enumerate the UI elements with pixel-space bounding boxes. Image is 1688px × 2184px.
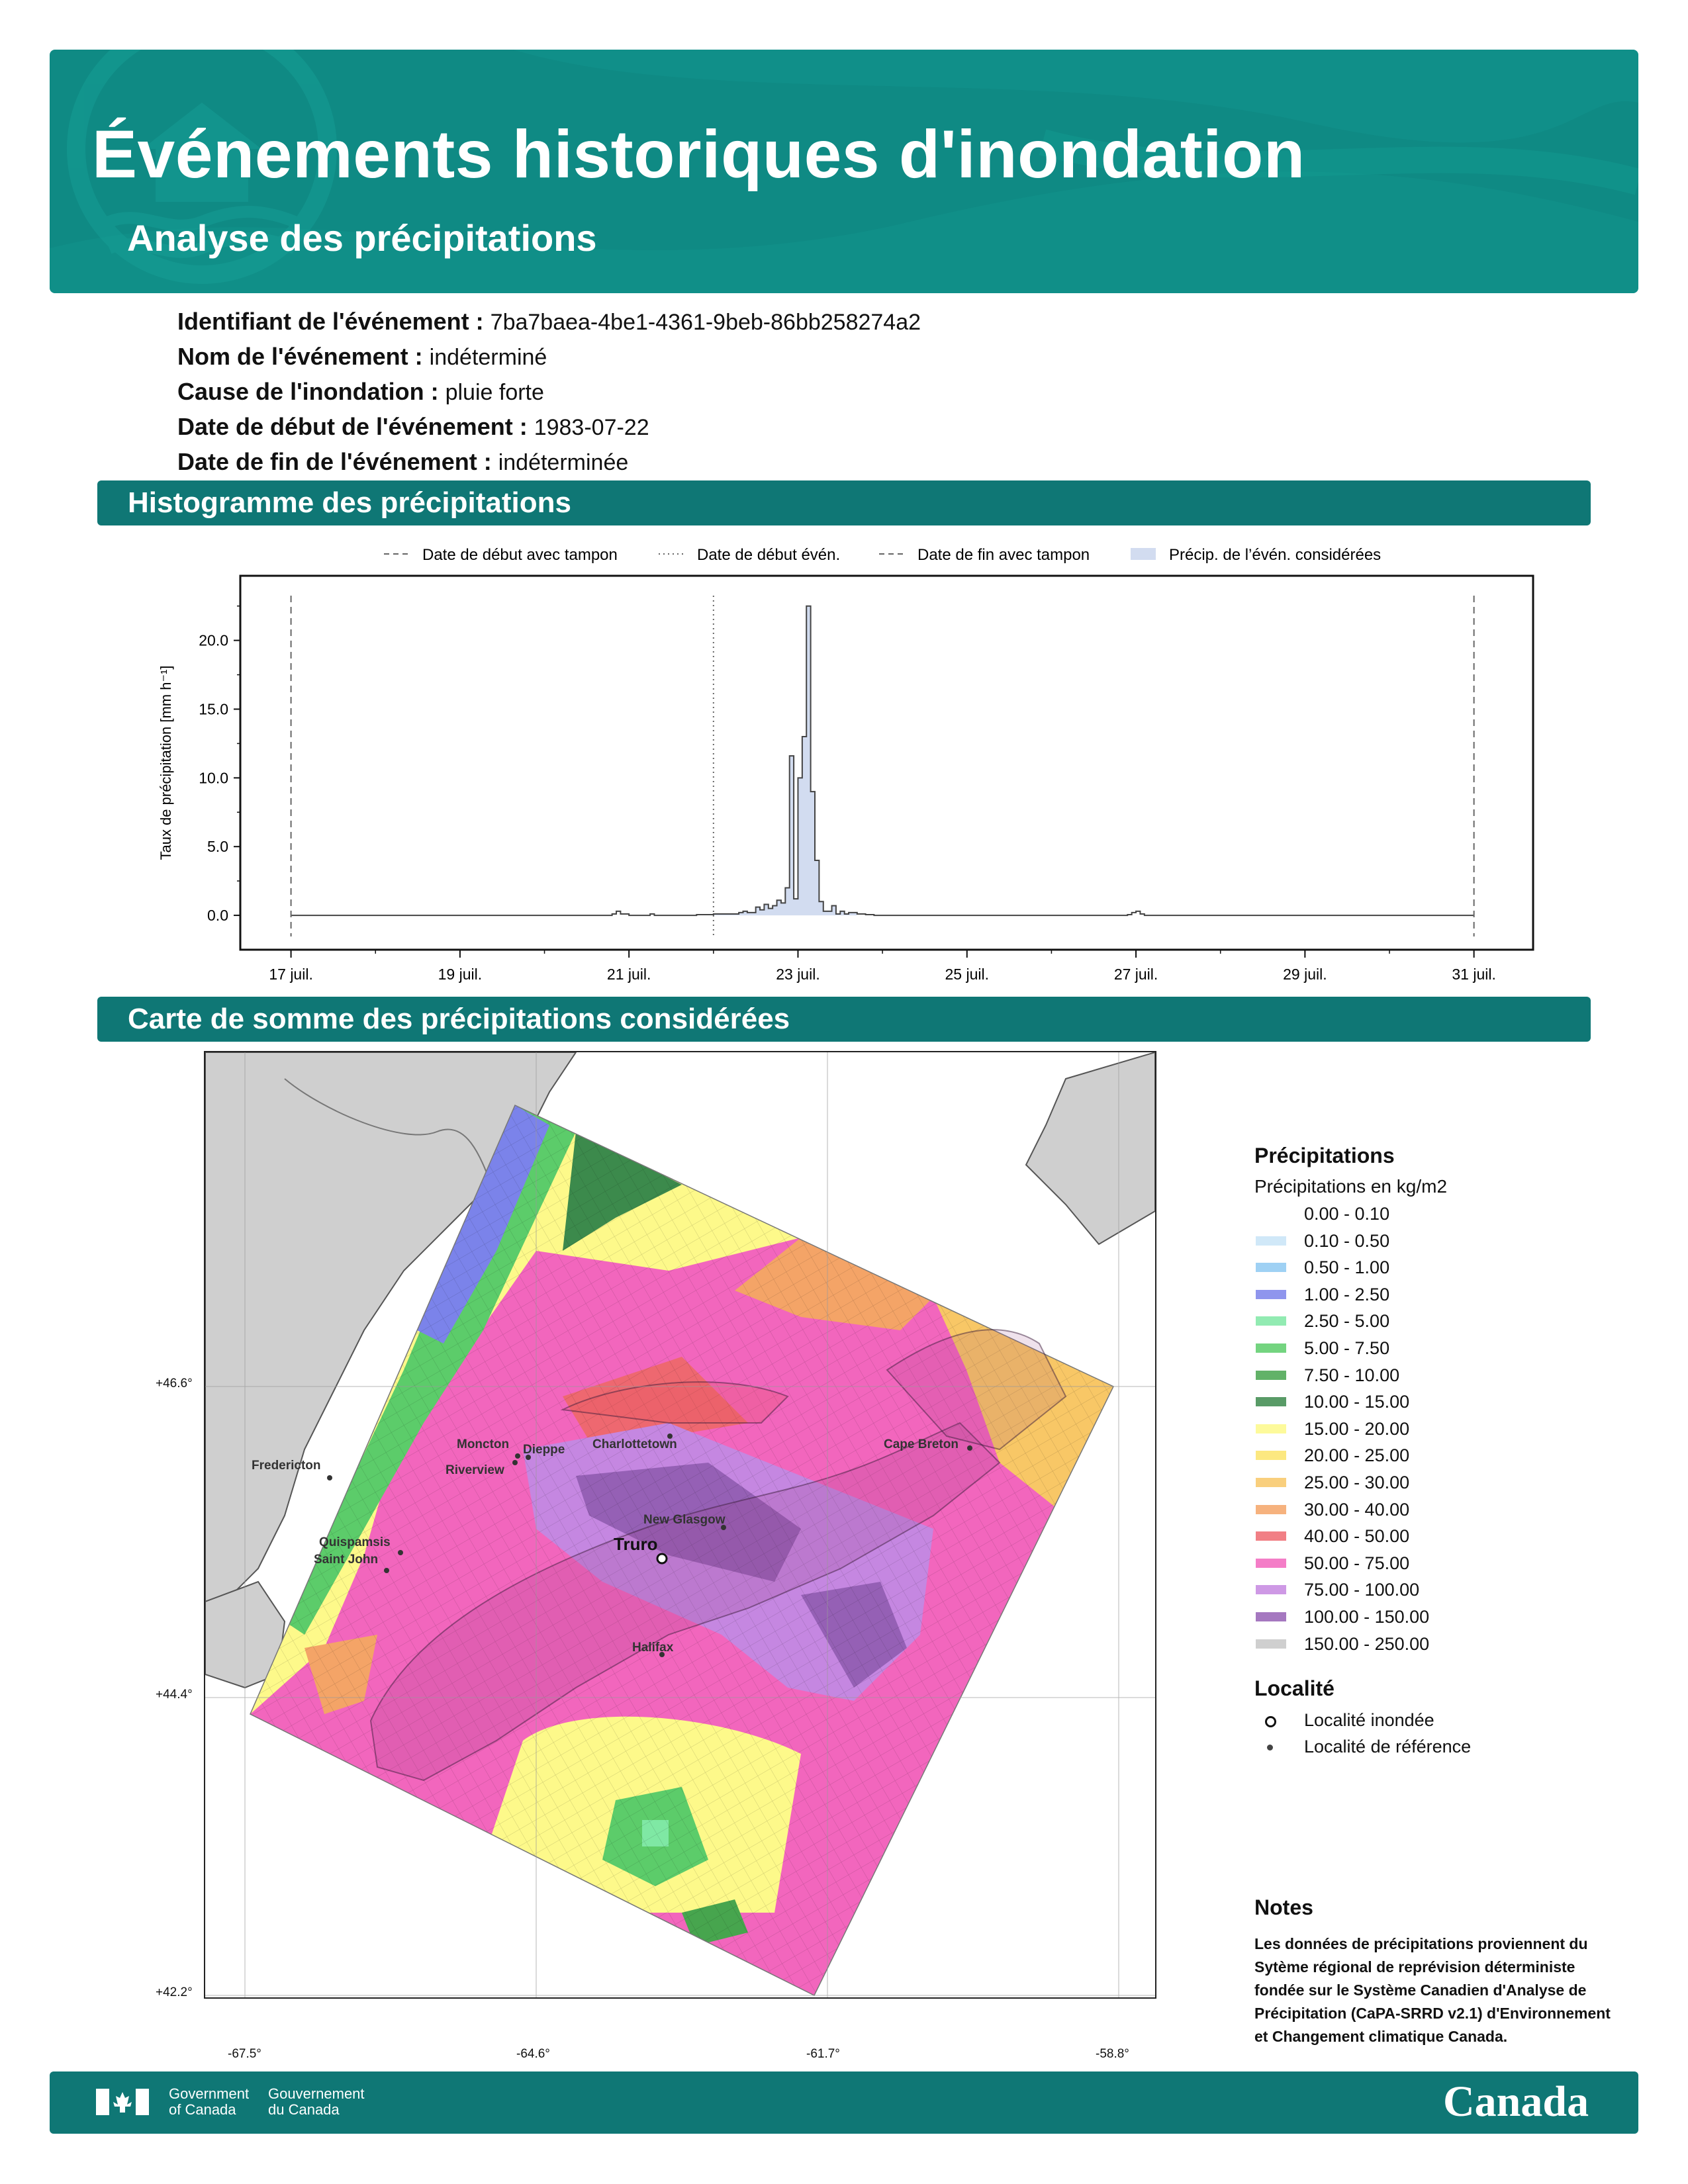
canada-wordmark: Canada — [1443, 2077, 1589, 2126]
event-id-label: Identifiant de l'événement : — [177, 308, 484, 335]
legend-swatch — [1256, 1236, 1286, 1246]
marker-saint-john — [384, 1568, 389, 1573]
event-start-label: Date de début de l'événement : — [177, 413, 528, 440]
label-saint-john: Saint John — [314, 1553, 379, 1567]
legend-item — [1254, 1445, 1625, 1473]
legend-label: 20.00 - 25.00 — [1304, 1445, 1410, 1466]
legend-label: 30.00 - 40.00 — [1304, 1499, 1410, 1520]
label-dieppe: Dieppe — [523, 1443, 565, 1457]
lon-label-4: -58.8° — [1096, 2047, 1129, 2061]
legend-label: 0.50 - 1.00 — [1304, 1257, 1390, 1278]
legend-label: 25.00 - 30.00 — [1304, 1472, 1410, 1492]
gov-fr — [268, 2086, 365, 2118]
legend-item — [1254, 1580, 1625, 1607]
x-tick-label: 21 juil. — [606, 966, 651, 983]
legend-subtitle: Précipitations en kg/m2 — [1254, 1176, 1448, 1197]
y-tick-label: 10.0 — [199, 769, 228, 787]
label-cape-breton: Cape Breton — [884, 1437, 959, 1451]
event-end-row — [177, 445, 921, 480]
legend-swatch — [1256, 1424, 1286, 1433]
x-tick-label: 25 juil. — [945, 966, 990, 983]
event-name-value: indéterminé — [429, 345, 547, 370]
legend-items — [1254, 1204, 1625, 1661]
plot-frame — [240, 576, 1533, 950]
marker-riverview — [512, 1460, 518, 1465]
legend-swatch — [1256, 1612, 1286, 1621]
legend-label: 50.00 - 75.00 — [1304, 1553, 1410, 1573]
legend-swatch — [1256, 1478, 1286, 1487]
legend-label: 2.50 - 5.00 — [1304, 1311, 1390, 1332]
gov-en — [169, 2086, 249, 2118]
legend-buffer-end-label: Date de fin avec tampon — [917, 546, 1090, 564]
x-tick-label: 27 juil. — [1113, 966, 1158, 983]
y-tick-label: 20.0 — [199, 631, 228, 649]
lat-label-2: +44.4° — [156, 1688, 193, 1702]
legend-buffer-start-label: Date de début avec tampon — [422, 546, 618, 564]
page-header — [50, 50, 1638, 293]
canada-flag-icon — [96, 2089, 149, 2115]
legend-item — [1254, 1257, 1625, 1285]
legend-swatch — [1256, 1531, 1286, 1541]
legend-item — [1254, 1204, 1625, 1231]
y-tick-label: 15.0 — [199, 700, 228, 718]
x-tick-label: 23 juil. — [776, 966, 820, 983]
legend-label: 15.00 - 20.00 — [1304, 1418, 1410, 1439]
marker-cape-breton — [967, 1445, 972, 1451]
legend-swatch — [1256, 1209, 1286, 1218]
event-start-row — [177, 410, 921, 445]
event-name-label: Nom de l'événement : — [177, 343, 423, 370]
legend-label: 75.00 - 100.00 — [1304, 1580, 1420, 1600]
lat-label-3: +42.2° — [156, 1985, 193, 1999]
legend-title: Précipitations — [1254, 1144, 1395, 1167]
histogram-section-header — [97, 480, 1591, 525]
legend-reference-label: Localité de référence — [1304, 1737, 1472, 1757]
map-section-header — [97, 997, 1591, 1042]
legend-item — [1254, 1392, 1625, 1419]
page-title: Événements historiques d'inondation — [92, 116, 1305, 192]
page-footer — [50, 2071, 1638, 2134]
event-cause-row — [177, 375, 921, 410]
lon-label-1: -67.5° — [228, 2047, 261, 2061]
label-quispamsis: Quispamsis — [319, 1535, 391, 1549]
legend-label: 0.00 - 0.10 — [1304, 1204, 1390, 1224]
page-subtitle: Analyse des précipitations — [127, 217, 597, 259]
marker-moncton — [515, 1453, 520, 1459]
y-tick-label: 0.0 — [207, 907, 228, 925]
x-tick-label: 31 juil. — [1452, 966, 1496, 983]
notes-panel — [1254, 1896, 1625, 2095]
legend-item — [1254, 1473, 1625, 1500]
legend-swatch — [1256, 1263, 1286, 1272]
legend-label: 100.00 - 150.00 — [1304, 1606, 1430, 1627]
legend-item — [1254, 1553, 1625, 1580]
legend-label: 1.00 - 2.50 — [1304, 1284, 1390, 1304]
notes-text: Les données de précipitations proviennent du Sytème régional de reprévision déterministe fondée sur le Système Canadien d'Analyse de Précipitation (CaPA-SRRD v2.1) d'Environnement et Changement climatique Canada. — [1254, 1935, 1611, 2045]
reference-marker-icon — [1267, 1745, 1273, 1751]
event-end-value: indéterminée — [498, 450, 629, 475]
legend-item — [1254, 1419, 1625, 1446]
legend-item — [1254, 1231, 1625, 1258]
legend-item — [1254, 1634, 1625, 1661]
gov-fr-line2: du Canada — [268, 2101, 340, 2118]
marker-fredericton — [327, 1475, 332, 1480]
legend-item — [1254, 1526, 1625, 1553]
label-fredericton: Fredericton — [252, 1459, 321, 1473]
legend-considered-label: Précip. de l’évén. considérées — [1169, 546, 1382, 564]
lat-label-1: +46.6° — [156, 1377, 193, 1390]
event-cause-label: Cause de l'inondation : — [177, 378, 439, 405]
lon-label-3: -61.7° — [806, 2047, 840, 2061]
legend-item — [1254, 1338, 1625, 1365]
map-canvas — [205, 1052, 1155, 1997]
legend-flooded-label: Localité inondée — [1304, 1710, 1434, 1731]
legend-item — [1254, 1285, 1625, 1312]
y-tick-label: 5.0 — [207, 838, 228, 856]
legend-swatch — [1256, 1343, 1286, 1353]
precip-histogram — [146, 529, 1569, 993]
map-section-title: Carte de somme des précipitations considérées — [128, 1003, 790, 1035]
legend-item — [1254, 1365, 1625, 1392]
event-cause-value: pluie forte — [445, 380, 544, 405]
flooded-marker-icon — [1265, 1716, 1276, 1727]
legend-swatch — [1256, 1585, 1286, 1594]
legend-swatch — [1256, 1397, 1286, 1406]
label-halifax: Halifax — [632, 1641, 674, 1655]
event-id-row — [177, 304, 921, 340]
legend-flooded — [1254, 1710, 1625, 1737]
label-new-glasgow: New Glasgow — [643, 1513, 726, 1527]
label-charlottetown: Charlottetown — [592, 1437, 677, 1451]
legend-item — [1254, 1500, 1625, 1527]
lon-label-2: -64.6° — [516, 2047, 550, 2061]
event-id-value: 7ba7baea-4be1-4361-9beb-86bb258274a2 — [490, 310, 921, 335]
legend-item — [1254, 1607, 1625, 1634]
histogram-section-title: Histogramme des précipitations — [128, 486, 571, 519]
legend-swatch — [1256, 1505, 1286, 1514]
label-riverview: Riverview — [445, 1463, 504, 1477]
legend-swatch — [1256, 1639, 1286, 1649]
event-info — [177, 304, 921, 480]
event-name-row — [177, 340, 921, 375]
y-axis-label: Taux de précipitation [mm h⁻¹] — [158, 665, 174, 860]
legend-considered-swatch — [1131, 548, 1156, 560]
legend-swatch — [1256, 1290, 1286, 1299]
legend-swatch — [1256, 1451, 1286, 1460]
legend-label: 7.50 - 10.00 — [1304, 1365, 1400, 1385]
event-start-value: 1983-07-22 — [534, 415, 649, 440]
gov-en-line2: of Canada — [169, 2101, 236, 2118]
gov-en-line1: Government — [169, 2085, 250, 2102]
locality-title: Localité — [1254, 1676, 1335, 1701]
event-end-label: Date de fin de l'événement : — [177, 448, 492, 475]
label-truro: Truro — [614, 1534, 658, 1554]
legend-label: 10.00 - 15.00 — [1304, 1392, 1410, 1412]
label-moncton: Moncton — [457, 1437, 510, 1451]
gov-fr-line1: Gouvernement — [268, 2085, 365, 2102]
marker-truro-flooded — [657, 1554, 667, 1563]
legend-event-start-label: Date de début évén. — [697, 546, 841, 564]
map-legend — [1254, 1144, 1625, 1763]
legend-label: 5.00 - 7.50 — [1304, 1338, 1390, 1358]
legend-label: 40.00 - 50.00 — [1304, 1526, 1410, 1547]
legend-swatch — [1256, 1316, 1286, 1326]
land-newfoundland — [1026, 1052, 1155, 1244]
marker-quispamsis — [398, 1550, 403, 1555]
legend-swatch — [1256, 1371, 1286, 1380]
precip-map — [204, 1051, 1156, 1999]
legend-reference — [1254, 1737, 1625, 1763]
legend-label: 0.10 - 0.50 — [1304, 1230, 1390, 1251]
legend-label: 150.00 - 250.00 — [1304, 1633, 1430, 1654]
legend-item — [1254, 1311, 1625, 1338]
legend-swatch — [1256, 1559, 1286, 1568]
x-tick-label: 19 juil. — [438, 966, 483, 983]
x-tick-label: 17 juil. — [269, 966, 313, 983]
notes-title: Notes — [1254, 1895, 1313, 1919]
x-tick-label: 29 juil. — [1283, 966, 1327, 983]
